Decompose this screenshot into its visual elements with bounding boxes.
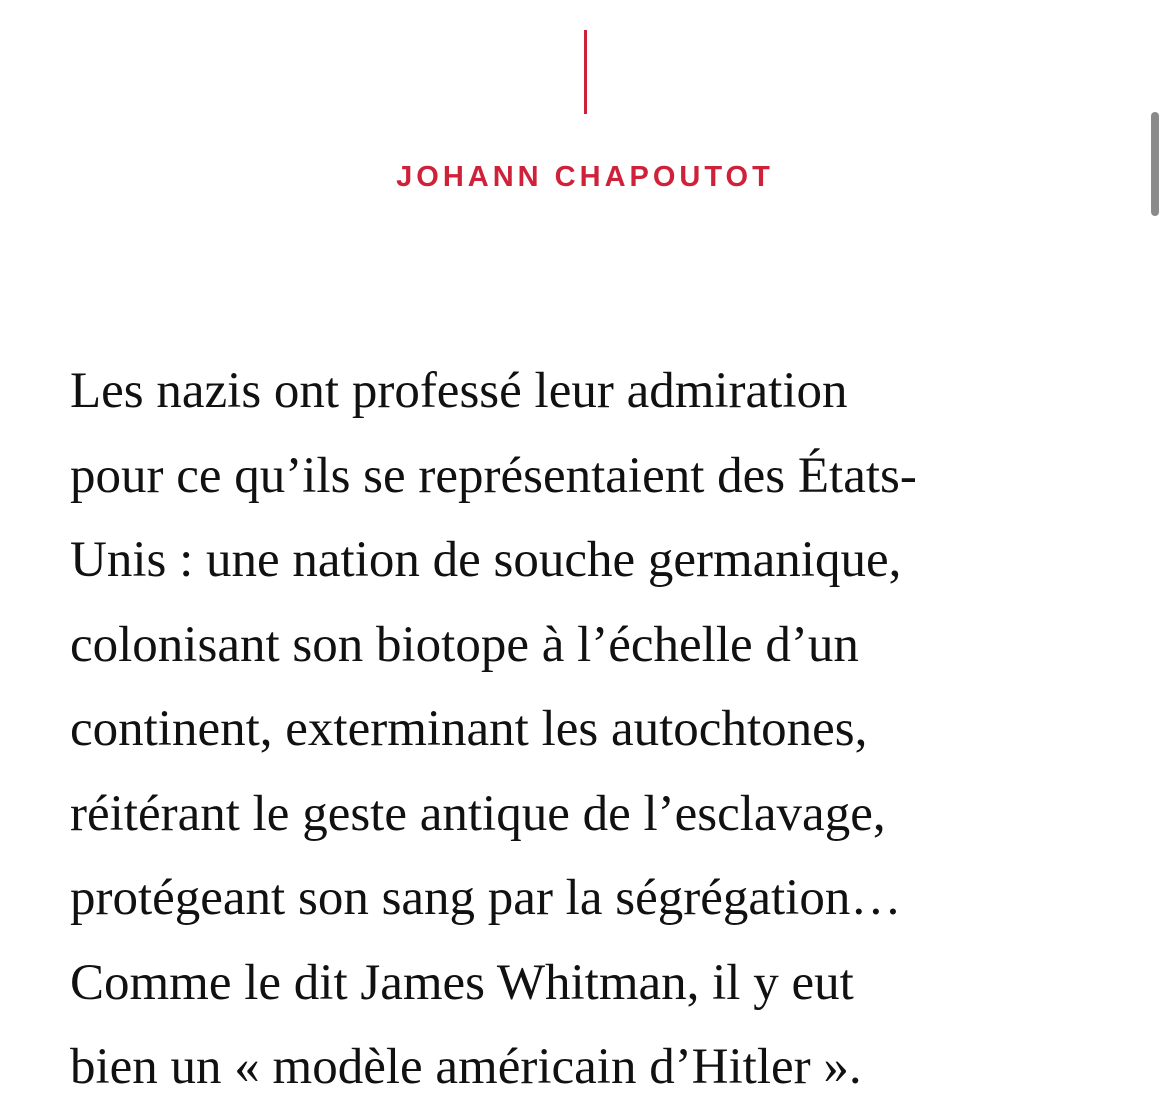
author-name: JOHANN CHAPOUTOT xyxy=(396,161,774,193)
quote-line: bien un « modèle américain d’Hitler ». xyxy=(70,1039,862,1095)
pull-quote xyxy=(70,349,1110,1110)
quote-line: réitérant le geste antique de l’esclavage, xyxy=(70,785,886,842)
quote-line: pour ce qu’ils se représentaient des États- xyxy=(70,447,917,504)
quote-line: protégeant son sang par la ségrégation… xyxy=(70,870,902,926)
quote-line: Les nazis ont professé leur admiration xyxy=(70,363,848,419)
quote-line: Comme le dit James Whitman, il y eut xyxy=(70,954,854,1011)
accent-divider xyxy=(584,30,587,114)
vertical-scrollbar[interactable] xyxy=(1151,112,1159,216)
quote-line: colonisant son biotope à l’échelle d’un xyxy=(70,616,859,673)
quote-line: continent, exterminant les autochtones, xyxy=(70,701,868,757)
quote-line: Unis : une nation de souche germanique, xyxy=(70,532,902,588)
